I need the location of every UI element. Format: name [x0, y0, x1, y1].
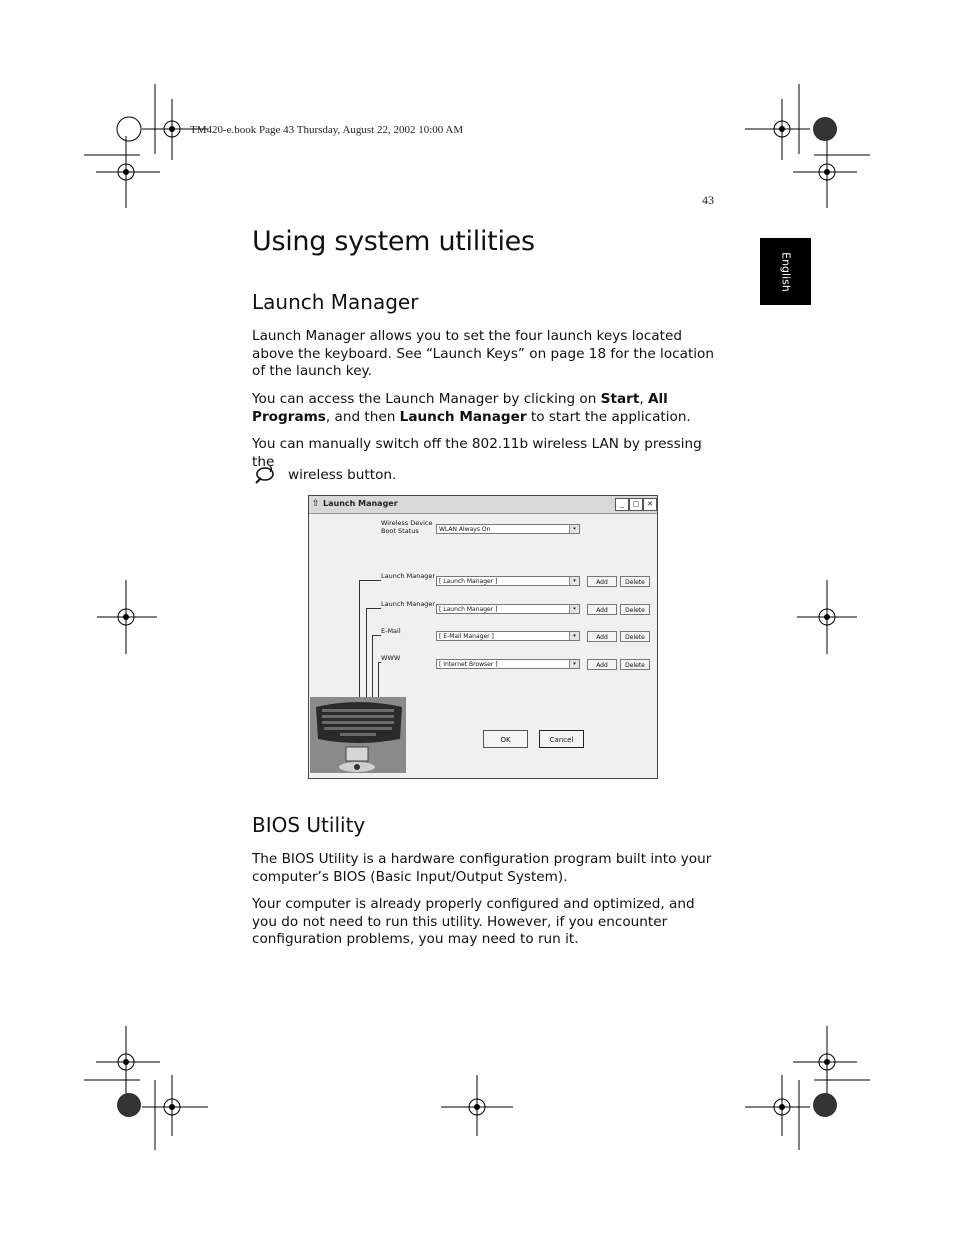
delete-button-4[interactable]: Delete	[620, 659, 650, 670]
leader-line	[372, 635, 381, 636]
app-icon: ⇧	[312, 499, 320, 509]
cancel-button[interactable]: Cancel	[539, 730, 584, 748]
launch-key-1-label: Launch Manager	[381, 572, 436, 580]
leader-line	[366, 608, 381, 609]
leader-line	[372, 635, 373, 698]
wireless-status-select[interactable]: WLAN Always On ▾	[436, 524, 580, 534]
bios-paragraph-2: Your computer is already properly configured and optimized, and you do not need to run this utility. However, if you encounter configuration problems, you may need to run it.	[252, 896, 695, 947]
www-key-select[interactable]: [ Internet Browser ] ▾	[436, 659, 580, 669]
leader-line	[378, 662, 379, 698]
launch-key-2-label: Launch Manager	[381, 600, 436, 608]
add-button-3[interactable]: Add	[587, 631, 617, 642]
wireless-icon	[252, 463, 276, 487]
email-key-label: E-Mail	[381, 627, 401, 635]
chevron-down-icon: ▾	[569, 632, 579, 640]
delete-button-2[interactable]: Delete	[620, 604, 650, 615]
delete-button-3[interactable]: Delete	[620, 631, 650, 642]
page-title: Using system utilities	[252, 226, 535, 257]
add-button-2[interactable]: Add	[587, 604, 617, 615]
chevron-down-icon: ▾	[569, 605, 579, 613]
launch-manager-paragraph-2: You can access the Launch Manager by clicking on Start, All Programs, and then Launch Manager to start the application.	[252, 391, 691, 425]
dialog-titlebar	[309, 496, 657, 514]
email-key-select[interactable]: [ E-Mail Manager ] ▾	[436, 631, 580, 641]
minimize-icon[interactable]: _	[615, 498, 629, 511]
wireless-device-label: Wireless Device	[381, 519, 433, 527]
delete-button-1[interactable]: Delete	[620, 576, 650, 587]
launch-key-1-select[interactable]: [ Launch Manager ] ▾	[436, 576, 580, 586]
language-tab	[760, 238, 811, 305]
chevron-down-icon: ▾	[569, 525, 579, 533]
chevron-down-icon: ▾	[569, 577, 579, 585]
www-key-label: WWW	[381, 654, 401, 662]
launch-manager-dialog	[308, 495, 658, 779]
start-term: Start	[600, 391, 640, 407]
chevron-down-icon: ▾	[569, 660, 579, 668]
wireless-button-text: wireless button.	[288, 467, 397, 483]
launch-manager-paragraph-1: Launch Manager allows you to set the four launch keys located above the keyboard. See “Launch Keys” on page 18 for the location of the launch key.	[252, 328, 714, 379]
boot-status-label: Boot Status	[381, 527, 419, 535]
leader-line	[359, 580, 381, 581]
ok-button[interactable]: OK	[483, 730, 528, 748]
section-heading-launch-manager: Launch Manager	[252, 290, 419, 314]
add-button-1[interactable]: Add	[587, 576, 617, 587]
launch-manager-paragraph-3: You can manually switch off the 802.11b wireless LAN by pressing the	[252, 436, 702, 470]
language-tab-label: English	[779, 251, 792, 292]
add-button-4[interactable]: Add	[587, 659, 617, 670]
dialog-title: Launch Manager	[323, 499, 398, 508]
section-heading-bios-utility: BIOS Utility	[252, 813, 366, 837]
bios-paragraph-1: The BIOS Utility is a hardware configuration program built into your computer’s BIOS (Basic Input/Output System).	[252, 851, 712, 885]
wireless-button-line	[252, 463, 396, 487]
keyboard-photo	[310, 697, 406, 773]
all-programs-term: All Programs	[252, 391, 668, 425]
launch-key-2-select[interactable]: [ Launch Manager ] ▾	[436, 604, 580, 614]
book-header: TM420-e.book Page 43 Thursday, August 22, 2002 10:00 AM	[190, 124, 464, 136]
close-icon[interactable]: ✕	[643, 498, 657, 511]
page-number: 43	[702, 193, 714, 207]
maximize-icon[interactable]: □	[629, 498, 643, 511]
leader-line	[359, 580, 360, 698]
launch-manager-term: Launch Manager	[399, 408, 527, 425]
leader-line	[366, 608, 367, 698]
